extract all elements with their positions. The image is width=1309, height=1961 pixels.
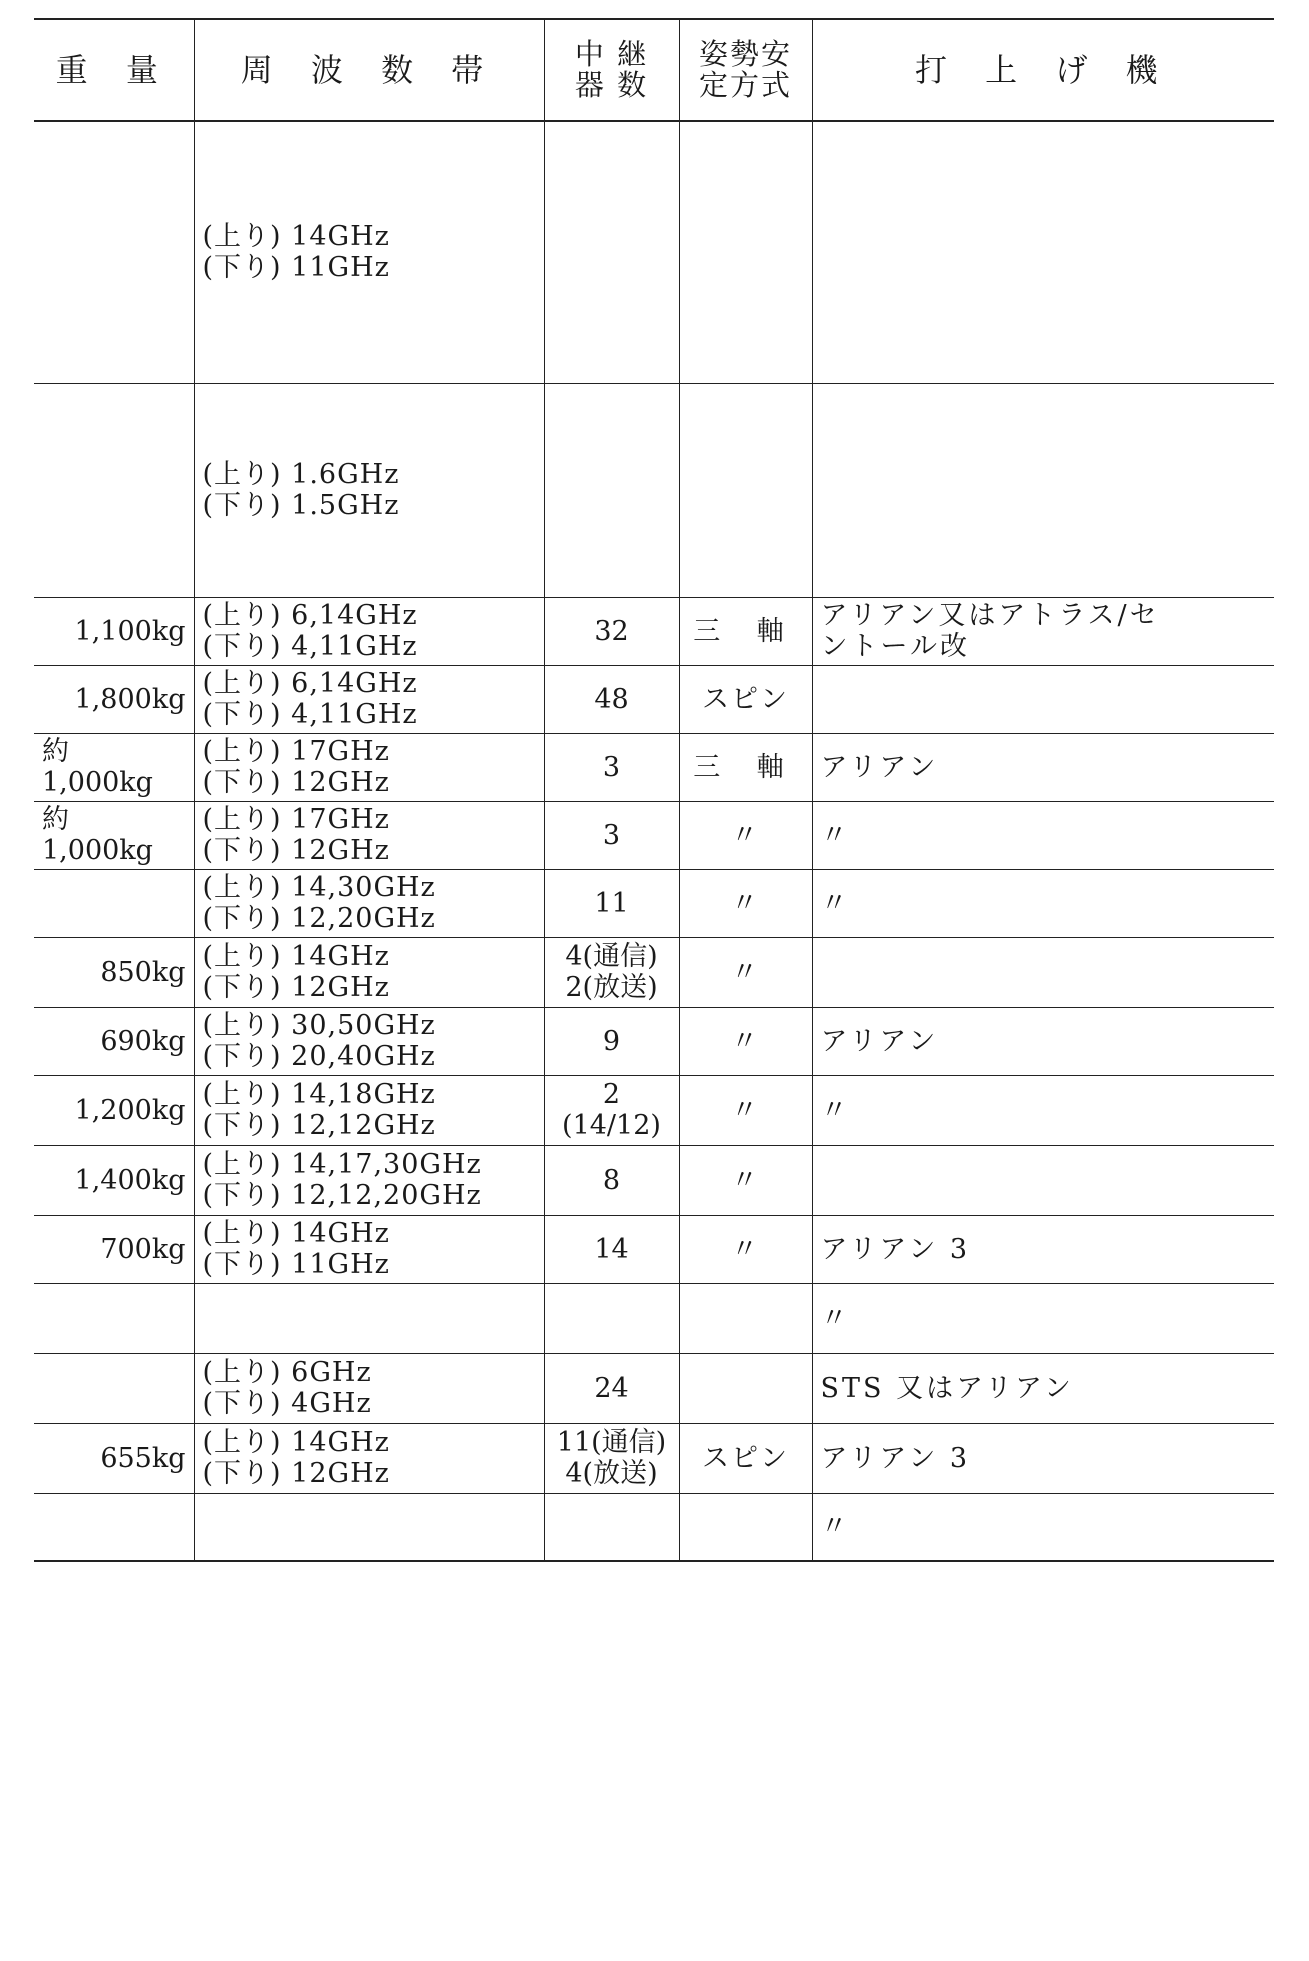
- satellite-spec-table: [34, 18, 1274, 1562]
- launcher-cell: アリアン 3: [812, 1215, 1274, 1283]
- launcher-cell: [812, 383, 1274, 597]
- frequency-cell: (上り) 14,17,30GHz (下り) 12,12,20GHz: [194, 1145, 544, 1215]
- repeaters-cell: 2 (14/12): [544, 1075, 679, 1145]
- header-launcher: 打 上 げ 機: [812, 19, 1274, 121]
- table-body: [34, 121, 1274, 1561]
- attitude-cell: 〃: [679, 869, 812, 937]
- table-row: [34, 1075, 1274, 1145]
- table-row: [34, 1423, 1274, 1493]
- frequency-cell: (上り) 30,50GHz (下り) 20,40GHz: [194, 1007, 544, 1075]
- launcher-cell: 〃: [812, 1283, 1274, 1353]
- attitude-cell: 三 軸: [679, 597, 812, 665]
- launcher-cell: アリアン: [812, 1007, 1274, 1075]
- attitude-cell: 〃: [679, 937, 812, 1007]
- table-row: [34, 869, 1274, 937]
- launcher-cell: 〃: [812, 801, 1274, 869]
- repeaters-cell: 24: [544, 1353, 679, 1423]
- launcher-cell: [812, 1145, 1274, 1215]
- attitude-cell: 〃: [679, 1145, 812, 1215]
- frequency-cell: (上り) 6,14GHz (下り) 4,11GHz: [194, 665, 544, 733]
- weight-cell: 1,400kg: [34, 1145, 194, 1215]
- launcher-cell: 〃: [812, 869, 1274, 937]
- weight-cell: 655kg: [34, 1423, 194, 1493]
- attitude-cell: スピン: [679, 1423, 812, 1493]
- weight-cell: [34, 1353, 194, 1423]
- attitude-cell: 〃: [679, 1075, 812, 1145]
- repeaters-cell: 3: [544, 801, 679, 869]
- attitude-cell: [679, 1493, 812, 1561]
- attitude-cell: 〃: [679, 801, 812, 869]
- table-row: [34, 801, 1274, 869]
- weight-cell: 約 1,000kg: [34, 733, 194, 801]
- weight-cell: [34, 121, 194, 383]
- repeaters-cell: 8: [544, 1145, 679, 1215]
- frequency-cell: (上り) 17GHz (下り) 12GHz: [194, 733, 544, 801]
- frequency-cell: (上り) 14GHz (下り) 12GHz: [194, 1423, 544, 1493]
- repeaters-cell: [544, 121, 679, 383]
- header-attitude: 姿勢安 定方式: [679, 19, 812, 121]
- frequency-cell: (上り) 14,30GHz (下り) 12,20GHz: [194, 869, 544, 937]
- weight-cell: [34, 1283, 194, 1353]
- repeaters-cell: 14: [544, 1215, 679, 1283]
- frequency-cell: [194, 1493, 544, 1561]
- attitude-cell: 三 軸: [679, 733, 812, 801]
- launcher-cell: [812, 937, 1274, 1007]
- weight-cell: 1,200kg: [34, 1075, 194, 1145]
- table-row: [34, 733, 1274, 801]
- table-row: [34, 121, 1274, 383]
- launcher-cell: アリアン: [812, 733, 1274, 801]
- launcher-cell: STS 又はアリアン: [812, 1353, 1274, 1423]
- weight-cell: 690kg: [34, 1007, 194, 1075]
- attitude-cell: [679, 1353, 812, 1423]
- attitude-cell: [679, 121, 812, 383]
- table-row: [34, 1283, 1274, 1353]
- weight-cell: [34, 1493, 194, 1561]
- repeaters-cell: 3: [544, 733, 679, 801]
- repeaters-cell: 11: [544, 869, 679, 937]
- frequency-cell: (上り) 6,14GHz (下り) 4,11GHz: [194, 597, 544, 665]
- header-row: [34, 19, 1274, 121]
- launcher-cell: アリアン又はアトラス/セ ントール改: [812, 597, 1274, 665]
- header-repeaters: 中 継 器 数: [544, 19, 679, 121]
- repeaters-cell: 48: [544, 665, 679, 733]
- table-row: [34, 937, 1274, 1007]
- frequency-cell: (上り) 14GHz (下り) 11GHz: [194, 1215, 544, 1283]
- weight-cell: 約 1,000kg: [34, 801, 194, 869]
- attitude-cell: 〃: [679, 1215, 812, 1283]
- launcher-cell: 〃: [812, 1075, 1274, 1145]
- attitude-cell: [679, 383, 812, 597]
- repeaters-cell: [544, 383, 679, 597]
- frequency-cell: (上り) 1.6GHz (下り) 1.5GHz: [194, 383, 544, 597]
- launcher-cell: 〃: [812, 1493, 1274, 1561]
- attitude-cell: [679, 1283, 812, 1353]
- weight-cell: [34, 383, 194, 597]
- attitude-cell: スピン: [679, 665, 812, 733]
- launcher-cell: アリアン 3: [812, 1423, 1274, 1493]
- table-row: [34, 1215, 1274, 1283]
- weight-cell: 700kg: [34, 1215, 194, 1283]
- repeaters-cell: 9: [544, 1007, 679, 1075]
- frequency-cell: (上り) 14,18GHz (下り) 12,12GHz: [194, 1075, 544, 1145]
- attitude-cell: 〃: [679, 1007, 812, 1075]
- repeaters-cell: 32: [544, 597, 679, 665]
- weight-cell: [34, 869, 194, 937]
- weight-cell: 1,800kg: [34, 665, 194, 733]
- table-row: [34, 1007, 1274, 1075]
- launcher-cell: [812, 121, 1274, 383]
- repeaters-cell: [544, 1283, 679, 1353]
- frequency-cell: (上り) 14GHz (下り) 12GHz: [194, 937, 544, 1007]
- table-row: [34, 597, 1274, 665]
- table-header: [34, 19, 1274, 121]
- table-row: [34, 1145, 1274, 1215]
- weight-cell: 1,100kg: [34, 597, 194, 665]
- repeaters-cell: 11(通信) 4(放送): [544, 1423, 679, 1493]
- header-weight: 重 量: [34, 19, 194, 121]
- frequency-cell: [194, 1283, 544, 1353]
- table-row: [34, 1353, 1274, 1423]
- repeaters-cell: [544, 1493, 679, 1561]
- frequency-cell: (上り) 14GHz (下り) 11GHz: [194, 121, 544, 383]
- table-row: [34, 1493, 1274, 1561]
- launcher-cell: [812, 665, 1274, 733]
- frequency-cell: (上り) 6GHz (下り) 4GHz: [194, 1353, 544, 1423]
- frequency-cell: (上り) 17GHz (下り) 12GHz: [194, 801, 544, 869]
- header-frequency: 周 波 数 帯: [194, 19, 544, 121]
- weight-cell: 850kg: [34, 937, 194, 1007]
- table-row: [34, 383, 1274, 597]
- repeaters-cell: 4(通信) 2(放送): [544, 937, 679, 1007]
- table-row: [34, 665, 1274, 733]
